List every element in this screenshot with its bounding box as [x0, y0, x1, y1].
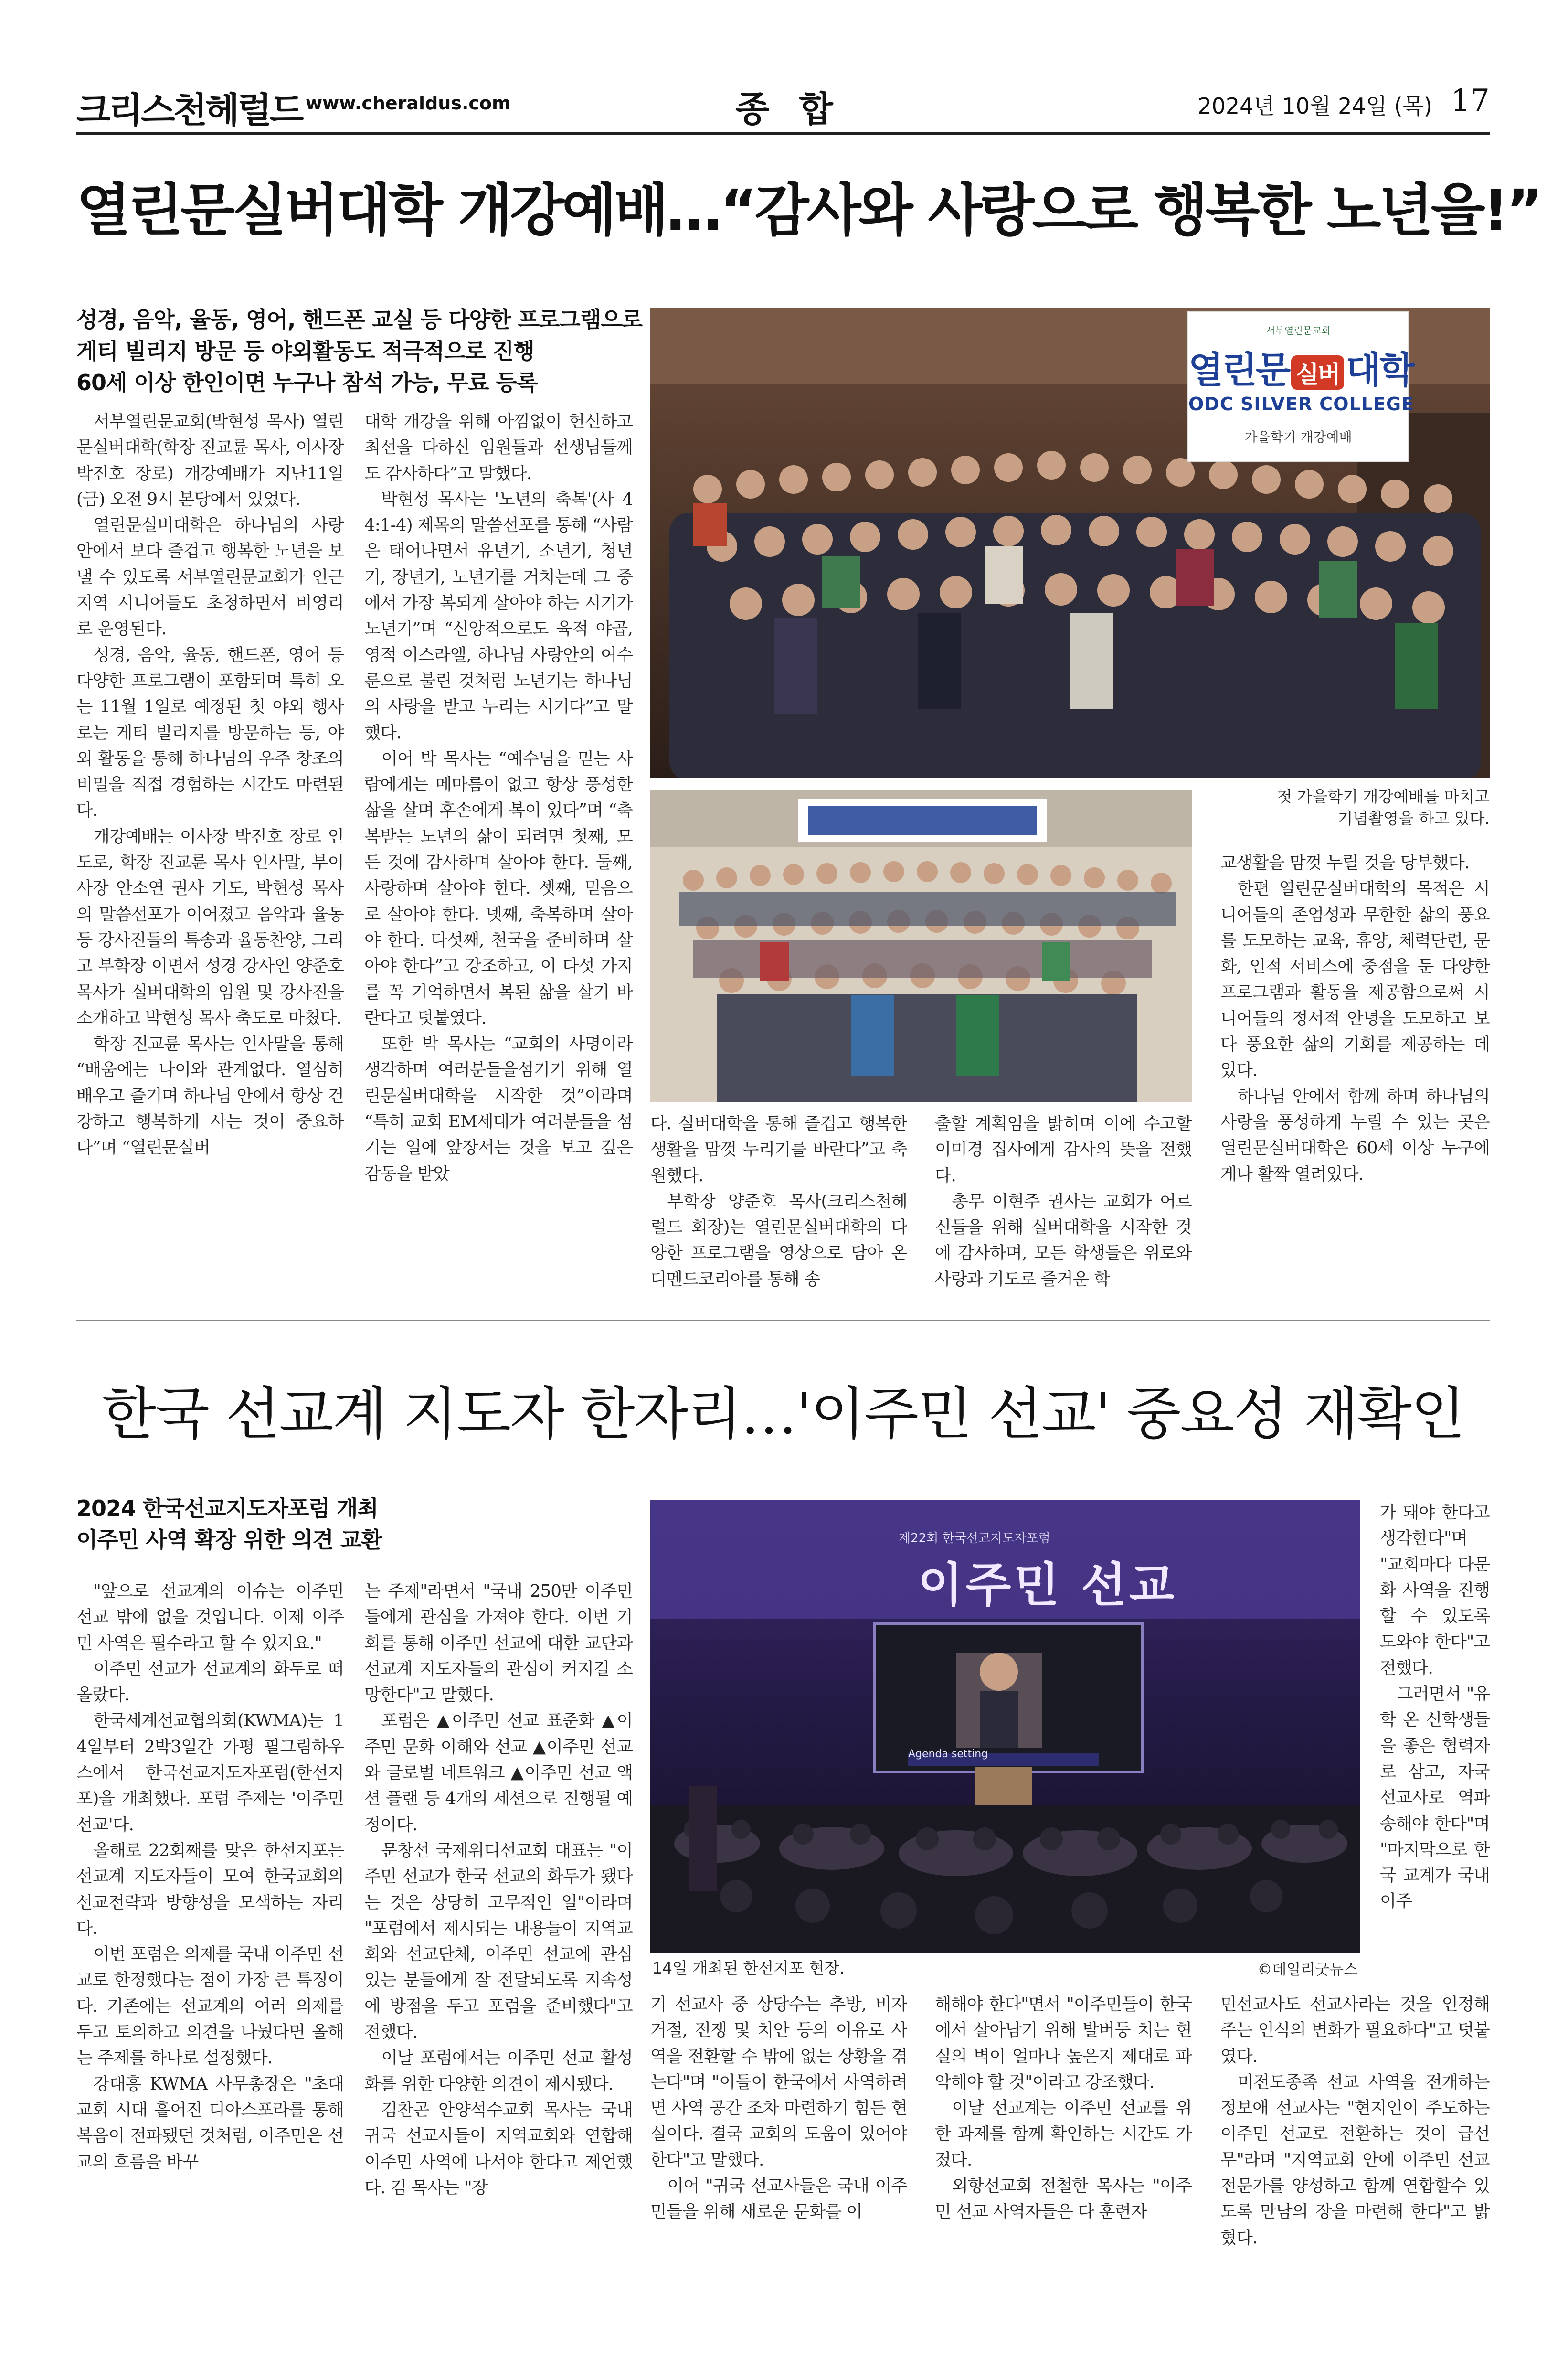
article2-column-4: 해해야 한다"면서 "이주민들이 한국에서 살아남기 위해 발버둥 치는 현실의 벽이 얼마나 높은지 제대로 파악해야 할 것"이라고 강조했다. 이날 선교계는 이주민 선교를 위한 과제를 함께 확인하는 시간도 가졌다. 외항선교회 전철한 목사는 "이주민 선교 사역자들은 다 훈련자	[935, 1995, 1192, 2222]
page-number: 17	[1451, 83, 1490, 118]
article2-subhead-2: 이주민 사역 확장 위한 의견 교환	[76, 1527, 382, 1553]
article2-forum-photo: 제22회 한국선교지도자포럼 이주민 선교 Agenda setting	[650, 1500, 1360, 1953]
article2-column-1: "앞으로 선교계의 이슈는 이주민 선교 밖에 없을 것입니다. 이제 이주민 사역은 필수라고 할 수 있지요." 이주민 선교가 선교계의 화두로 떠올랐다. 한국세계선교협의회(KWMA)는 14일부터 2박3일간 가평 필그림하우스에서 한국선교지도자포럼(한선지포)을 개최했다. 포럼 주제는 '이주민 선교'다. 올해로 22회째를 맞은 한선지포는 선교계 지도자들이 모여 한국교회의 선교전략과 방향성을 모색하는 자리다. 이번 포럼은 의제를 국내 이주민 선교로 한정했다는 점이 가장 큰 특징이다. 기존에는 선교계의 여러 의제를 두고 토의하고 의견을 나눴다면 올해는 주제를 하나로 설정했다. 강대흥 KWMA 사무총장은 "초대교회 시대 흩어진 디아스포라를 통해 복음이 전파됐던 것처럼, 이주민은 선교의 흐름을 바꾸	[76, 1581, 344, 2172]
article1-photo-caption: 첫 가을학기 개강예배를 마치고 기념촬영을 하고 있다.	[1277, 787, 1490, 828]
article2-headline: 한국 선교계 지도자 한자리…'이주민 선교' 중요성 재확인	[102, 1381, 1464, 1447]
article1-column-1: 서부열린문교회(박현성 목사) 열린문실버대학(학장 진교륜 목사, 이사장 박진호 장로) 개강예배가 지난11일(금) 오전 9시 본당에서 있었다. 열린문실버대학은 하나님의 사랑 안에서 보다 즐겁고 행복한 노년을 보낼 수 있도록 서부열린문교회가 인근 지역 시니어들도 초청하면서 비영리로 운영된다. 성경, 음악, 율동, 핸드폰, 영어 등 다양한 프로그램이 포함되며 특히 오는 11월 1일로 예정된 첫 야외 행사로는 게티 빌리지를 방문하는 등, 야외 활동을 통해 하나님의 우주 창조의 비밀을 직접 경험하는 시간도 마련된다. 개강예배는 이사장 박진호 장로 인도로, 학장 진교륜 목사 인사말, 부이사장 안소연 권사 기도, 박현성 목사의 말씀선포가 이어졌고 음악과 율동등 강사진들의 특송과 율동찬양, 그리고 부학장 이면서 성경 강사인 양준호 목사가 실버대학의 임원 및 강사진을 소개하고 박현성 목사 축도로 마쳤다. 학장 진교륜 목사는 인사말을 통해 “배움에는 나이와 관계없다. 열심히 배우고 즐기며 하나님 안에서 항상 건강하고 행복하게 사는 것이 중요하다”며 “열린문실버	[76, 412, 344, 1158]
newspaper-logo: 크리스천헤럴드	[76, 90, 302, 131]
section-title: 종 합	[735, 89, 842, 130]
group-photo-2-image	[650, 790, 1192, 1102]
article1-subhead-1: 성경, 음악, 율동, 영어, 핸드폰 교실 등 다양한 프로그램으로	[76, 307, 643, 332]
article1-column-2: 대학 개강을 위해 아낌없이 헌신하고 최선을 다하신 임원들과 선생님들께도 감사하다”고 말했다. 박현성 목사는 '노년의 축복'(사 44:1-4) 제목의 말씀선포를 통해 “사람은 태어나면서 유년기, 소년기, 청년기, 장년기, 노년기를 거치는데 그 중에서 가장 복되게 살아야 하는 시기가 노년기”며 “신앙적으로도 육적 야곱, 영적 이스라엘, 하나님 사랑안의 여수룬으로 불린 것처럼 노년기는 하나님의 사랑을 받고 누리는 시기다”고 말했다. 이어 박 목사는 “예수님을 믿는 사람에게는 메마름이 없고 항상 풍성한 삶을 살며 후손에게 복이 있다”며 “축복받는 노년의 삶이 되려면 첫째, 모든 것에 감사하며 살아야 한다. 둘째, 사랑하며 살아야 한다. 셋째, 믿음으로 살아야 한다. 넷째, 축복하며 살아야 한다. 다섯째, 천국을 준비하며 살아야 한다”고 강조하고, 이 다섯 가지를 꼭 기억하면서 복된 삶을 살기 바란다고 덧붙였다. 또한 박 목사는 “교회의 사명이라 생각하며 여러분들을섬기기 위해 열린문실버대학을 시작한 것”이라며 “특히 교회 EM세대가 여러분들을 섬기는 일에 앞장서는 것을 보고 깊은 감동을 받았	[364, 412, 633, 1184]
article1-headline: 열린문실버대학 개강예배…“감사와 사랑으로 행복한 노년을!”	[76, 177, 1541, 243]
article1-main-photo	[650, 308, 1490, 778]
article1-column-4: 출할 계획임을 밝히며 이에 수고할 이미경 집사에게 감사의 뜻을 전했다. 총무 이현주 권사는 교회가 어르신들을 위해 실버대학을 시작한 것에 감사하며, 모든 학생들은 위로와 사랑과 기도로 즐거운 학	[935, 1114, 1192, 1289]
website-url[interactable]: www.cheraldus.com	[306, 93, 511, 114]
article1-column-3: 다. 실버대학을 통해 즐겁고 행복한 생활을 맘껏 누리기를 바란다”고 축원했다. 부학장 양준호 목사(크리스천헤럴드 회장)는 열린문실버대학의 다양한 프로그램을 영상으로 담아 온디멘드코리아를 통해 송	[650, 1114, 907, 1289]
odc-silver-college-logo: 서부열린문교회 열린문 실버 대학 ODC SILVER COLLEGE 가을학기 개강예배	[1187, 311, 1409, 462]
article-divider	[76, 1320, 1490, 1321]
article2-column-5-narrow: 가 돼야 한다고 생각한다"며 "교회마다 다문화 사역을 진행할 수 있도록 도와야 한다"고 전했다. 그러면서 "유학 온 신학생들을 좋은 협력자로 삼고, 자국 선교사로 역파송해야 한다"며 "마지막으로 한국 교계가 국내 이주	[1380, 1503, 1490, 1911]
article2-photo-credit: ©데일리굿뉴스	[1257, 1961, 1358, 1978]
article1-subhead-3: 60세 이상 한인이면 누구나 참석 가능, 무료 등록	[76, 370, 538, 395]
article1-subheads	[76, 304, 643, 398]
article2-subheads	[76, 1493, 640, 1556]
article2-column-5: 민선교사도 선교사라는 것을 인정해주는 인식의 변화가 필요하다"고 덧붙였다. 미전도종족 선교 사역을 전개하는 정보애 선교사는 "현지인이 주도하는 이주민 선교로 전환하는 것이 급선무"라며 "지역교회 안에 이주민 선교 전문가를 양성하고 함께 연합할수 있도록 만남의 장을 마련해 한다"고 밝혔다.	[1220, 1995, 1490, 2248]
article2-column-2: 는 주제"라면서 "국내 250만 이주민들에게 관심을 가져야 한다. 이번 기회를 통해 이주민 선교에 대한 교단과 선교계 지도자들의 관심이 커지길 소망한다"고 말했다. 포럼은 ▲이주민 선교 표준화 ▲이주민 문화 이해와 선교 ▲이주민 선교와 글로벌 네트워크 ▲이주민 선교 액션 플랜 등 4개의 세션으로 진행될 예정이다. 문창선 국제위디선교회 대표는 "이주민 선교가 한국 선교의 화두가 됐다는 것은 상당히 고무적인 일"이라며 "포럼에서 제시되는 내용들이 지역교회와 선교단체, 이주민 선교에 관심 있는 분들에게 잘 전달되도록 지속성에 방점을 두고 포럼을 준비했다"고 전했다. 이날 포럼에서는 이주민 선교 활성화를 위한 다양한 의견이 제시됐다. 김찬곤 안양석수교회 목사는 국내 귀국 선교사들이 지역교회와 연합해 이주민 사역에 나서야 한다고 제언했다. 김 목사는 "장	[364, 1581, 633, 2198]
article2-column-3: 기 선교사 중 상당수는 추방, 비자 거절, 전쟁 및 치안 등의 이유로 사역을 전환할 수 밖에 없는 상황을 겪는다"며 "이들이 한국에서 사역하려면 사역 공간 조차 마련하기 힘든 현실이다. 결국 교회의 도움이 있어야 한다"고 말했다. 이어 "귀국 선교사들은 국내 이주민들을 위해 새로운 문화를 이	[650, 1995, 907, 2222]
article2-subhead-1: 2024 한국선교지도자포럼 개최	[76, 1495, 378, 1521]
article1-second-photo	[650, 790, 1192, 1102]
article1-column-5: 교생활을 맘껏 누릴 것을 당부했다. 한편 열린문실버대학의 목적은 시니어들의 존엄성과 무한한 삶의 풍요를 도모하는 교육, 휴양, 체력단련, 문화, 인적 서비스에 중점을 둔 다양한 프로그램과 활동을 제공함으로써 시니어들의 정서적 안녕을 도모하고 보다 풍요한 삶의 기회를 제공하는 데 있다. 하나님 안에서 함께 하며 하나님의 사랑을 풍성하게 누릴 수 있는 곳은 열린문실버대학은 60세 이상 누구에게나 활짝 열려있다.	[1220, 853, 1490, 1184]
article2-photo-caption: 14일 개최된 한선지포 현장.	[652, 1959, 845, 1977]
masthead-rule	[76, 132, 1490, 135]
issue-date: 2024년 10월 24일 (목)	[1197, 93, 1432, 119]
masthead	[76, 76, 1490, 129]
article1-subhead-2: 게티 빌리지 방문 등 야외활동도 적극적으로 진행	[76, 338, 534, 364]
